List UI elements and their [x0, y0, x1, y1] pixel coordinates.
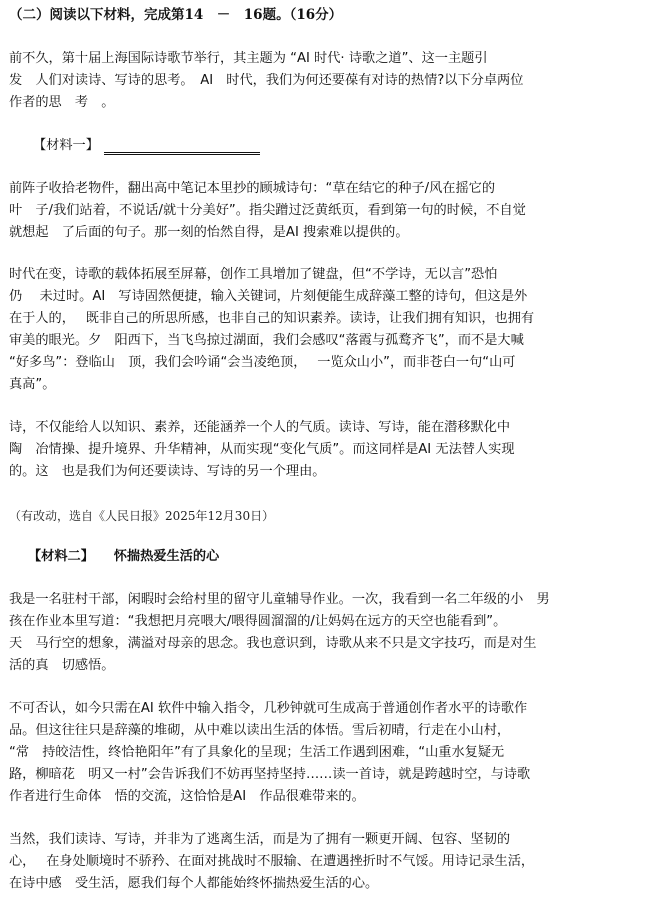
m1-p3-line-2: 陶 冶情操、提升境界、升华精神，从而实现“变化气质”。而这同样是AI 无法替人实现	[9, 442, 515, 457]
intro-line-2: 发 人们对读诗、写诗的思考。 AI 时代，我们为何还要葆有对诗的热情?以下分卓两位	[9, 73, 524, 88]
m2-p2-line-3: “常 持皎洁性，终恰艳阳年”有了具象化的呈现；生活工作遇到困难，“山重水复疑无	[9, 745, 505, 760]
material-one-heading: 【材料一】	[33, 138, 99, 153]
material-two-heading: 【材料二】 怀揣热爱生活的心	[28, 549, 220, 564]
m1-p2-line-1: 时代在变，诗歌的载体拓展至屏幕，创作工具增加了键盘，但“不学诗，无以言”恐怕	[9, 267, 498, 282]
question-title: （二）阅读以下材料，完成第14 － 16题。（16分）	[9, 7, 343, 23]
m2-p1-line-3: 天 马行空的想象，满溢对母亲的思念。我也意识到，诗歌从来不只是文字技巧，而是对生	[9, 636, 537, 651]
m2-p3-line-3: 在诗中感 受生活，愿我们每个人都能始终怀揣热爱生活的心。	[9, 876, 379, 891]
m1-p2-line-4: 审美的眼光。夕 阳西下，当飞鸟掠过湖面，我们会感叹“落霞与孤鹜齐飞”，而不是大喊	[9, 333, 524, 348]
m2-p2-line-1: 不可否认，如今只需在AI 软件中输入指令，几秒钟就可生成高于普通创作者水平的诗歌作	[9, 701, 528, 716]
m2-p2-line-4: 路，柳暗花 明又一村”会告诉我们不妨再坚持坚持……读一首诗，就是跨越时空，与诗歌	[9, 767, 531, 782]
m1-p2-line-2: 仍 未过时。AI 写诗固然便捷，输入关键词，片刻便能生成辞藻工整的诗句，但这是外	[9, 289, 528, 304]
intro-line-3: 作者的思 考 。	[9, 95, 115, 110]
m1-p3-line-1: 诗，不仅能给人以知识、素养，还能涵养一个人的气质。读诗、写诗，能在潜移默化中	[9, 420, 511, 435]
m1-p2-line-3: 在于人的， 既非自己的所思所感，也非自己的知识素养。读诗，让我们拥有知识，也拥有	[9, 311, 535, 326]
material-one-title-blank	[104, 152, 260, 155]
m2-p3-line-1: 当然，我们读诗、写诗，并非为了逃离生活，而是为了拥有一颗更开阔、包容、坚韧的	[9, 832, 511, 847]
m1-p1-line-2: 叶 子/我们站着，不说话/就十分美好”。指尖蹭过泛黄纸页，看到第一句的时候，不自觉	[9, 203, 526, 218]
m2-p1-line-4: 活的真 切感悟。	[9, 658, 115, 673]
m1-p1-line-1: 前阵子收拾老物件，翻出高中笔记本里抄的顾城诗句：“草在结它的种子/风在摇它的	[9, 181, 496, 196]
m1-p3-line-3: 的。这 也是我们为何还要读诗、写诗的另一个理由。	[9, 464, 326, 479]
m2-p2-line-2: 品。但这往往只是辞藻的堆砌，从中难以读出生活的体悟。雪后初晴，行走在小山村，	[9, 723, 511, 738]
m1-p1-line-3: 就想起 了后面的句子。那一刻的怡然自得，是AI 搜索难以提供的。	[9, 225, 409, 240]
m2-p1-line-1: 我是一名驻村干部，闲暇时会给村里的留守儿童辅导作业。一次，我看到一名二年级的小 男	[9, 592, 550, 607]
intro-line-1: 前不久，第十届上海国际诗歌节举行，其主题为 “AI 时代· 诗歌之道”、这一主题引	[9, 51, 488, 66]
m2-p3-line-2: 心， 在身处顺境时不骄矜、在面对挑战时不服输、在遭遇挫折时不气馁。用诗记录生活，	[9, 854, 535, 869]
m2-p1-line-2: 孩在作业本里写道：“我想把月亮喂大/喂得圆溜溜的/让妈妈在远方的天空也能看到”。	[9, 614, 507, 629]
m2-p2-line-5: 作者进行生命体 悟的交流，这恰恰是AI 作品很难带来的。	[9, 789, 365, 804]
m1-p2-line-6: 真高”。	[9, 377, 56, 392]
material-one-source: （有改动，选自《人民日报》2025年12月30日）	[9, 509, 275, 523]
m1-p2-line-5: “好多鸟”：登临山 顶，我们会吟诵“会当凌绝顶， 一览众山小”，而非苍白一句“山可	[9, 355, 516, 370]
